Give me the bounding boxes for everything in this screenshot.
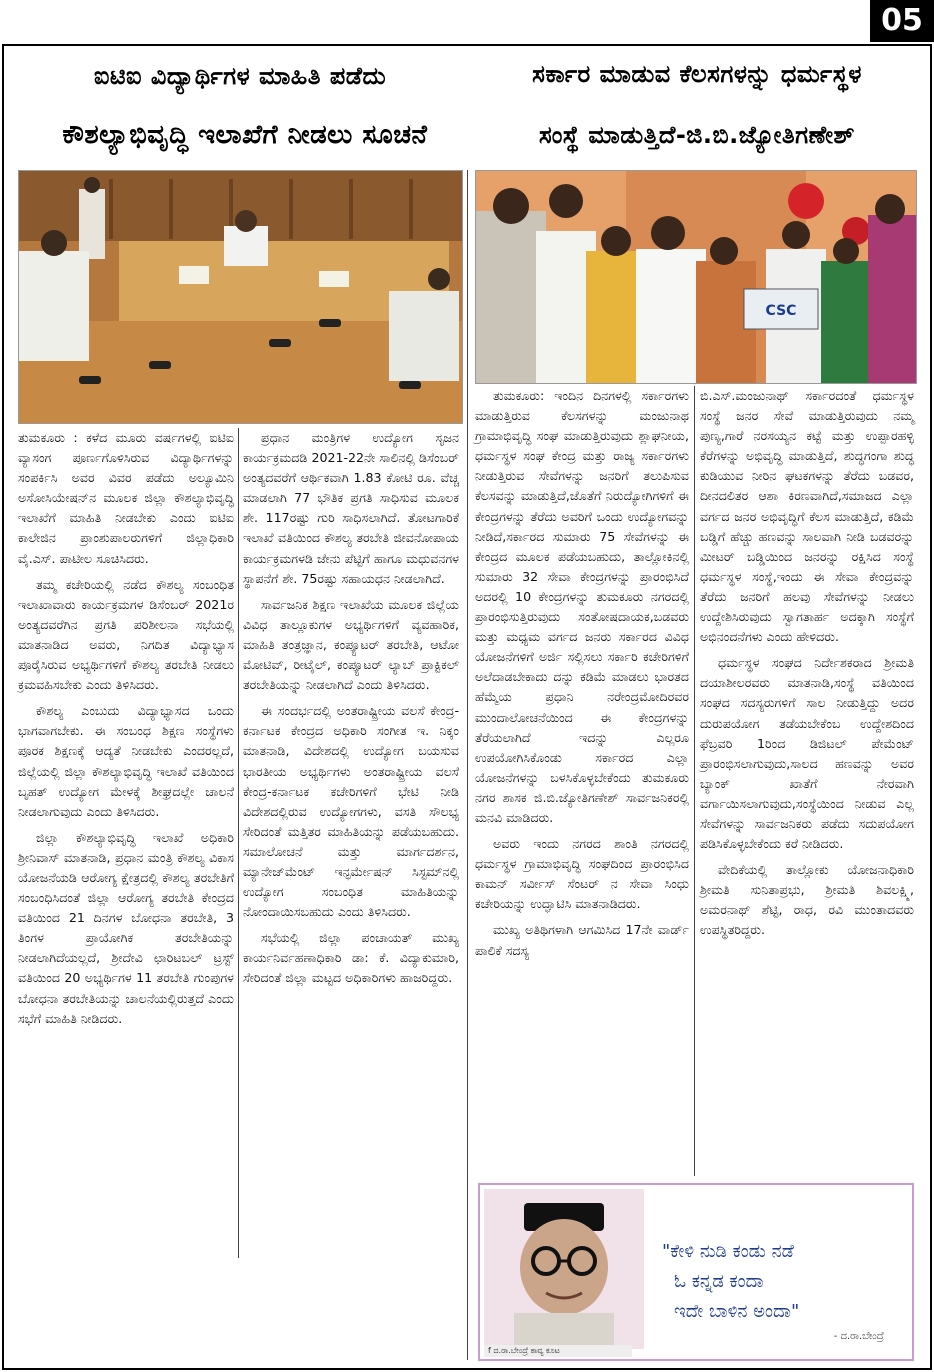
meeting-illustration [19,171,462,423]
paragraph: ವೇದಿಕೆಯಲ್ಲಿ ತಾಲ್ಲೋಕು ಯೋಜನಾಧಿಕಾರಿ ಶ್ರೀಮತಿ ಸುನಿತಾಪ್ರಭು, ಶ್ರೀಮತಿ ಶಿವಲಕ್ಷ್ಮಿ, ಅಮರನಾಥ್ ಶೆಟ್ಟಿ, ರಾಧ, ರವಿ ಮುಂತಾದವರು ಉಪಸ್ಥಿತರಿದ್ದರು. [700,862,914,938]
csc-sign-text: CSC [765,303,797,319]
article-divider [467,170,468,1360]
left-headline-line1: ಐಟಿಐ ವಿದ್ಯಾರ್ಥಿಗಳ ಮಾಹಿತಿ ಪಡೆದು [93,62,387,90]
paragraph: ತುಮಕೂರು: ಇಂದಿನ ದಿನಗಳಲ್ಲಿ ಸರ್ಕಾರಗಳು ಮಾಡುತ್ತಿರುವ ಕೆಲಸಗಳನ್ನು ಮಂಜುನಾಥ ಗ್ರಾಮಾಭಿವೃದ್ಧಿ ಸಂಘ ಮಾಡುತ್ತಿರುವುದು ಶ್ಲಾಘನೀಯ, ಧರ್ಮಸ್ಥಳ ಸಂಘ ಕೇಂದ್ರ ಮತ್ತು ರಾಜ್ಯ ಸರ್ಕಾರಗಳು ನೀಡುತ್ತಿರುವ ಸೇವೆಗಳನ್ನು ಜನರಿಗೆ ತಲುಪಿಸುವ ಕೆಲಸವನ್ನು ಮಾಡುತ್ತಿದೆ,ಜೊತೆಗೆ ನಿರುದ್ಯೋಗಿಗಳಿಗೆ ಈ ಕೇಂದ್ರಗಳನ್ನು ತೆರೆದು ಅವರಿಗೆ ಒಂದು ಉದ್ಯೋಗವನ್ನು ನೀಡಿದೆ,ಸರ್ಕಾರದ ಸುಮಾರು 75 ಸೇವೆಗಳನ್ನು ಈ ಕೇಂದ್ರದ ಮೂಲಕ ಪಡೆಯಬಹುದು, ತಾಲ್ಲೋಕಿನಲ್ಲಿ ಸುಮಾರು 32 ಸೇವಾ ಕೇಂದ್ರಗಳನ್ನು ಪ್ರಾರಂಭಿಸಿದೆ ಅದರಲ್ಲಿ 10 ಕೇಂದ್ರಗಳನ್ನು ತುಮಕೂರು ನಗರದಲ್ಲಿ ಪ್ರಾರಂಭಿಸುತ್ತಿರುವುದು ಸಂತೋಷದಾಯಕ,ಬಡವರು ಮತ್ತು ಮಧ್ಯಮ ವರ್ಗದ ಜನರು ಸರ್ಕಾರದ ವಿವಿಧ ಯೋಜನೆಗಳಿಗೆ ಅರ್ಜಿ ಸಲ್ಲಿಸಲು ಸರ್ಕಾರಿ ಕಚೇರಿಗಳಿಗೆ ಅಲೆದಾಡಬೇಕಾದು ದನ್ನು ಕಡಿಮೆ ಮಾಡಲು ಭಾರತದ ಹೆಮ್ಮೆಯ ಪ್ರಧಾನಿ ನರೇಂದ್ರಮೋದಿರವರ ಮುಂದಾಲೋಚನೆಯಿಂದ ಈ ಕೇಂದ್ರಗಳನ್ನು ತೆರೆಯಲಾಗಿದೆ ಇದನ್ನು ಎಲ್ಲರೂ ಉಪಯೋಗಿಸಿಕೊಂಡು ಸರ್ಕಾರದ ಎಲ್ಲಾ ಯೋಜನೆಗಳನ್ನು ಬಳಸಿಕೊಳ್ಳಬೇಕೆಂದು ತುಮಕೂರು ನಗರ ಶಾಸಕ ಜಿ.ಬಿ.ಜ್ಯೋತಿಗಣೇಶ್ ಸಾರ್ವಜನಿಕರಲ್ಲಿ ಮನವಿ ಮಾಡಿದರು. [475,388,689,825]
paragraph: ಬಿ.ಎಸ್.ಮಂಜುನಾಥ್ ಸರ್ಕಾರದಂತೆ ಧರ್ಮಸ್ಥಳ ಸಂಸ್ಥೆ ಜನರ ಸೇವೆ ಮಾಡುತ್ತಿರುವುದು ನಮ್ಮ ಪುಣ್ಯ,ಗಾರೆ ನರಸಯ್ಯನ ಕಟ್ಟೆ ಮತ್ತು ಉಪ್ಪಾರಹಳ್ಳಿ ಕೆರೆಗಳನ್ನು ಅಭಿವೃದ್ಧಿ ಮಾಡುತ್ತಿದೆ, ಶುದ್ಧಗಂಗಾ ಶುದ್ಧ ಕುಡಿಯುವ ನೀರಿನ ಘಟಕಗಳನ್ನು ತೆರೆದು ಬಡವರ, ದೀನದಲಿತರ ಆಶಾ ಕಿರಣವಾಗಿದೆ,ಸಮಾಜದ ಎಲ್ಲಾ ವರ್ಗದ ಜನರ ಅಭಿವೃದ್ಧಿಗೆ ಕೆಲಸ ಮಾಡುತ್ತಿದೆ, ಕಡಿಮೆ ಬಡ್ಡಿಗೆ ಹೆಚ್ಚು ಹಣವನ್ನು ಸಾಲವಾಗಿ ನೀಡಿ ಬಡವರನ್ನು ಮೀಟರ್ ಬಡ್ಡಿಯಿಂದ ಜನರನ್ನು ರಕ್ಷಿಸಿದ ಸಂಸ್ಥೆ ಧರ್ಮಸ್ಥಳ ಸಂಸ್ಥೆ,ಇಂದು ಈ ಸೇವಾ ಕೇಂದ್ರವನ್ನು ತೆರೆದು ಜನರಿಗೆ ಹಲವು ಸೇವೆಗಳನ್ನು ನೀಡಲು ಉದ್ದೇಶಿಸಿರುವುದು ಸ್ವಾಗತಾರ್ಹ ಅದಕ್ಕಾಗಿ ಸಂಸ್ಥೆಗೆ ಅಭಿನಂದನೆಗಳು ಎಂದು ಹೇಳಿದರು. [700,388,914,645]
paragraph: ಜಿಲ್ಲಾ ಕೌಶಲ್ಯಾಭಿವೃದ್ಧಿ ಇಲಾಖೆ ಅಧಿಕಾರಿ ಶ್ರೀನಿವಾಸ್ ಮಾತನಾಡಿ, ಪ್ರಧಾನ ಮಂತ್ರಿ ಕೌಶಲ್ಯ ವಿಕಾಸ ಯೋಜನೆಯಡಿ ಆರೋಗ್ಯ ಕ್ಷೇತ್ರದಲ್ಲಿ ಕೌಶಲ್ಯ ತರಬೇತಿಗೆ ಸಂಬಂಧಿಸಿದಂತೆ ಜಿಲ್ಲಾ ಆರೋಗ್ಯ ತರಬೇತಿ ಕೇಂದ್ರದ ವತಿಯಿಂದ 21 ದಿನಗಳ ಬೋಧನಾ ತರಬೇತಿ, 3 ತಿಂಗಳ ಪ್ರಾಯೋಗಿಕ ತರಬೇತಿಯನ್ನು ನೀಡಲಾಗಿದೆಯಲ್ಲದೆ, ಶ್ರೀದೇವಿ ಛಾರಿಟಬಲ್ ಟ್ರಸ್ಟ್ ವತಿಯಿಂದ 20 ಅಭ್ಯರ್ಥಿಗಳ 11 ತರಬೇತಿ ಗುಂಪುಗಳ ಬೋಧನಾ ತರಬೇತಿಯನ್ನು ಚಾಲನೆಯಲ್ಲಿರುತ್ತದೆ ಎಂದು ಸಭೆಗೆ ಮಾಹಿತಿ ನೀಡಿದರು. [18,829,234,1026]
paragraph: ಮುಖ್ಯ ಅತಿಥಿಗಳಾಗಿ ಆಗಮಿಸಿದ 17ನೇ ವಾರ್ಡ್ ಪಾಲಿಕೆ ಸದಸ್ಯ [475,922,689,958]
paragraph: ಧರ್ಮಸ್ಥಳ ಸಂಘದ ನಿರ್ದೇಶಕರಾದ ಶ್ರೀಮತಿ ದಯಾಶೀಲರವರು ಮಾತನಾಡಿ,ಸಂಸ್ಥೆ ವತಿಯಿಂದ ಸಂಘದ ಸದಸ್ಯರುಗಳಿಗೆ ಸಾಲ ನೀಡುತ್ತಿದ್ದು ಅದರ ದುರುಪಯೋಗ ತಡೆಯಬೇಕೆಂಬ ಉದ್ದೇಶದಿಂದ ಫೆಬ್ರವರಿ 1ರಿಂದ ಡಿಜಿಟಲ್ ಪೇಮೆಂಟ್ ಪ್ರಾರಂಭಿಸಲಾಗುವುದು,ಸಾಲದ ಹಣವನ್ನು ಅವರ ಬ್ಯಾಂಕ್ ಖಾತೆಗೆ ನೇರವಾಗಿ ವರ್ಗಾಯಿಸಲಾಗುವುದು,ಸಂಸ್ಥೆಯಿಂದ ನೀಡುವ ಎಲ್ಲ ಸೇವೆಗಳನ್ನು ಸಾರ್ವಜನಿಕರು ಪಡೆದು ಸದುಪಯೋಗ ಪಡಿಸಿಕೊಳ್ಳಬೇಕೆಂದು ಕರೆ ನೀಡಿದರು. [700,655,914,852]
paragraph: ಪ್ರಧಾನ ಮಂತ್ರಿಗಳ ಉದ್ಯೋಗ ಸೃಜನ ಕಾರ್ಯಕ್ರಮದಡಿ 2021-22ನೇ ಸಾಲಿನಲ್ಲಿ ಡಿಸೆಂಬರ್ ಅಂತ್ಯದವರೆಗೆ ಆರ್ಥಿಕವಾಗಿ 1.83 ಕೋಟಿ ರೂ. ವೆಚ್ಚ ಮಾಡಲಾಗಿ 77 ಭೌತಿಕ ಪ್ರಗತಿ ಸಾಧಿಸುವ ಮೂಲಕ ಶೇ. 117ರಷ್ಟು ಗುರಿ ಸಾಧಿಸಲಾಗಿದೆ. ತೋಟಗಾರಿಕೆ ಇಲಾಖೆ ವತಿಯಿಂದ ಕೌಶಲ್ಯ ತರಬೇತಿ ಜೀವನೋಪಾಯ ಕಾರ್ಯಕ್ರಮಗಳಡಿ ಜೇನು ಪೆಟ್ಟಿಗೆ ಹಾಗೂ ಮಧುವನಗಳ ಸ್ಥಾಪನೆಗೆ ಶೇ. 75ರಷ್ಟು ಸಹಾಯಧನ ನೀಡಲಾಗಿದೆ. [243,430,459,586]
column-divider [238,428,239,1258]
paragraph: ಸಾರ್ವಜನಿಕ ಶಿಕ್ಷಣ ಇಲಾಖೆಯ ಮೂಲಕ ಜಿಲ್ಲೆಯ ವಿವಿಧ ತಾಲ್ಲೂಕುಗಳ ಅಭ್ಯರ್ಥಿಗಳಿಗೆ ವ್ಯವಹಾರಿಕ, ಮಾಹಿತಿ ತಂತ್ರಜ್ಞಾನ, ಕಂಪ್ಯೂಟರ್ ತರಬೇತಿ, ಆಟೋ ಮೋಟಿವ್, ರೀಟೈಲ್, ಕಂಪ್ಯೂಟರ್ ಲ್ಯಾಬ್ ಪ್ರಾಕ್ಟಿಕಲ್ ತರಬೇತಿಯನ್ನು ನೀಡಲಾಗಿದೆ ಎಂದು ತಿಳಿಸಿದರು. [243,596,459,693]
quote-line-3: ಇದೇ ಬಾಳಿನ ಅಂದಾ" [674,1301,800,1322]
quote-line-2: ಓ ಕನ್ನಡ ಕಂದಾ [674,1271,764,1292]
inauguration-photo [475,170,917,384]
paragraph: ತಮ್ಮ ಕಚೇರಿಯಲ್ಲಿ ನಡೆದ ಕೌಶಲ್ಯ ಸಂಬಂಧಿತ ಇಲಾಖಾವಾರು ಕಾರ್ಯಕ್ರಮಗಳ ಡಿಸೆಂಬರ್ 2021ರ ಅಂತ್ಯದವರೆಗಿನ ಪ್ರಗತಿ ಪರಿಶೀಲನಾ ಸಭೆಯಲ್ಲಿ ಮಾತನಾಡಿದ ಅವರು, ನಿಗದಿತ ವಿದ್ಯಾಭ್ಯಾಸ ಪೂರೈಸಿರುವ ಅಭ್ಯರ್ಥಿಗಳಿಗೆ ಕೌಶಲ್ಯ ತರಬೇತಿ ನೀಡಲು ಕ್ರಮವಹಿಸಬೇಕು ಎಂದು ತಿಳಿಸಿದರು. [18,576,234,693]
column-divider [694,386,695,1176]
quote-signature: - ದ.ರಾ.ಬೇಂದ್ರೆ [833,1331,884,1342]
inauguration-illustration [476,171,916,383]
right-article-column-1 [475,386,689,967]
poet-portrait [484,1189,644,1349]
paragraph: ಈ ಸಂದರ್ಭದಲ್ಲಿ ಅಂತರಾಷ್ಟ್ರೀಯ ವಲಸೆ ಕೇಂದ್ರ-ಕರ್ನಾಟಕ ಕೇಂದ್ರದ ಅಧಿಕಾರಿ ಸಂಗೀತ ಇ. ನಿಕ್ಕಂ ಮಾತನಾಡಿ, ವಿದೇಶದಲ್ಲಿ ಉದ್ಯೋಗ ಬಯಸುವ ಭಾರತೀಯ ಅಭ್ಯರ್ಥಿಗಳು ಅಂತರಾಷ್ಟ್ರೀಯ ವಲಸೆ ಕೇಂದ್ರ-ಕರ್ನಾಟಕ ಕಚೇರಿಗಳಿಗೆ ಭೇಟಿ ನೀಡಿ ವಿದೇಶದಲ್ಲಿರುವ ಉದ್ಯೋಗಗಳು, ವಸತಿ ಸೌಲಭ್ಯ ಸೇರಿದಂತೆ ಮತ್ತಿತರ ಮಾಹಿತಿಯನ್ನು ಪಡೆಯಬಹುದು. ಸಮಾಲೋಚನೆ ಮತ್ತು ಮಾರ್ಗದರ್ಶನ, ಮ್ಯಾನೇಜ್‌ಮೆಂಟ್ ಇನ್ಫರ್ಮೇಷನ್ ಸಿಸ್ಟಮ್‌ನಲ್ಲಿ ಉದ್ಯೋಗ ಸಂಬಂಧಿತ ಮಾಹಿತಿಯನ್ನು ನೋಂದಾಯಿಸಬಹುದು ಎಂದು ತಿಳಿಸಿದರು. [243,703,459,920]
left-article-column-1 [18,428,234,1035]
paragraph: ಕೌಶಲ್ಯ ಎಂಬುದು ವಿದ್ಯಾಭ್ಯಾಸದ ಒಂದು ಭಾಗವಾಗಬೇಕು. ಈ ಸಂಬಂಧ ಶಿಕ್ಷಣ ಸಂಸ್ಥೆಗಳು ಪೂರಕ ಶಿಕ್ಷಣಕ್ಕೆ ಆದ್ಯತೆ ನೀಡಬೇಕು ಎಂದರಲ್ಲದೆ, ಜಿಲ್ಲೆಯಲ್ಲಿ ಜಿಲ್ಲಾ ಕೌಶಲ್ಯಾಭಿವೃದ್ಧಿ ಇಲಾಖೆ ವತಿಯಿಂದ ಬೃಹತ್ ಉದ್ಯೋಗ ಮೇಳಕ್ಕೆ ಶೀಘ್ರದಲ್ಲೇ ಚಾಲನೆ ನೀಡಲಾಗುವುದು ಎಂದು ತಿಳಿಸಿದರು. [18,703,234,819]
right-article-column-2 [700,386,914,947]
paragraph: ಸಭೆಯಲ್ಲಿ ಜಿಲ್ಲಾ ಪಂಚಾಯತ್ ಮುಖ್ಯ ಕಾರ್ಯನಿರ್ವಹಣಾಧಿಕಾರಿ ಡಾ: ಕೆ. ವಿದ್ಯಾಕುಮಾರಿ, ಸೇರಿದಂತೆ ಜಿಲ್ಲಾ ಮಟ್ಟದ ಅಧಿಕಾರಿಗಳು ಹಾಜರಿದ್ದರು. [243,930,459,986]
meeting-photo [18,170,463,424]
facebook-footer: f ದ.ರಾ.ಬೇಂದ್ರೆ ಕಾವ್ಯ ಕೂಟ [484,1345,632,1357]
right-headline-line2: ಸಂಸ್ಥೆ ಮಾಡುತ್ತಿದೆ-ಜಿ.ಬಿ.ಜ್ಯೋತಿಗಣೇಶ್ [539,121,855,149]
poet-quote-box [478,1183,914,1361]
page-number: 05 [870,0,934,42]
left-article-column-2 [243,428,459,995]
paragraph: ಅವರು ಇಂದು ನಗರದ ಶಾಂತಿ ನಗರದಲ್ಲಿ ಧರ್ಮಸ್ಥಳ ಗ್ರಾಮಾಭಿವೃದ್ಧಿ ಸಂಘದಿಂದ ಪ್ರಾರಂಭಿಸಿದ ಕಾಮನ್ ಸರ್ವೀಸ್ ಸೆಂಟರ್ ನ ಸೇವಾ ಸಿಂಧು ಕಚೇರಿಯನ್ನು ಉದ್ಘಾಟಿಸಿ ಮಾತನಾಡಿದರು. [475,836,689,912]
quote-line-1: "ಕೇಳಿ ನುಡಿ ಕಂಡು ನಡೆ [662,1241,794,1262]
paragraph: ತುಮಕೂರು : ಕಳೆದ ಮೂರು ವರ್ಷಗಳಲ್ಲಿ ಐಟಿಐ ವ್ಯಾಸಂಗ ಪೂರ್ಣಗೊಳಿಸಿರುವ ವಿದ್ಯಾರ್ಥಿಗಳನ್ನು ಸಂಪರ್ಕಿಸಿ ಅವರ ವಿವರ ಪಡೆದು ಅಲ್ಯೂಮಿನಿ ಅಸೋಸಿಯೇಷನ್‌ನ ಮೂಲಕ ಜಿಲ್ಲಾ ಕೌಶಲ್ಯಾಭಿವೃದ್ಧಿ ಇಲಾಖೆಗೆ ಮಾಹಿತಿ ನೀಡಬೇಕು ಎಂದು ಐಟಿಐ ಕಾಲೇಜಿನ ಪ್ರಾಂಶುಪಾಲರುಗಳಿಗೆ ಜಿಲ್ಲಾಧಿಕಾರಿ ವೈ.ಎಸ್. ಪಾಟೀಲ ಸೂಚಿಸಿದರು. [18,430,234,566]
right-headline-line1: ಸರ್ಕಾರ ಮಾಡುವ ಕೆಲಸಗಳನ್ನು ಧರ್ಮಸ್ಥಳ [532,60,862,88]
left-headline-line2: ಕೌಶಲ್ಯಾಭಿವೃದ್ಧಿ ಇಲಾಖೆಗೆ ನೀಡಲು ಸೂಚನೆ [62,120,428,150]
